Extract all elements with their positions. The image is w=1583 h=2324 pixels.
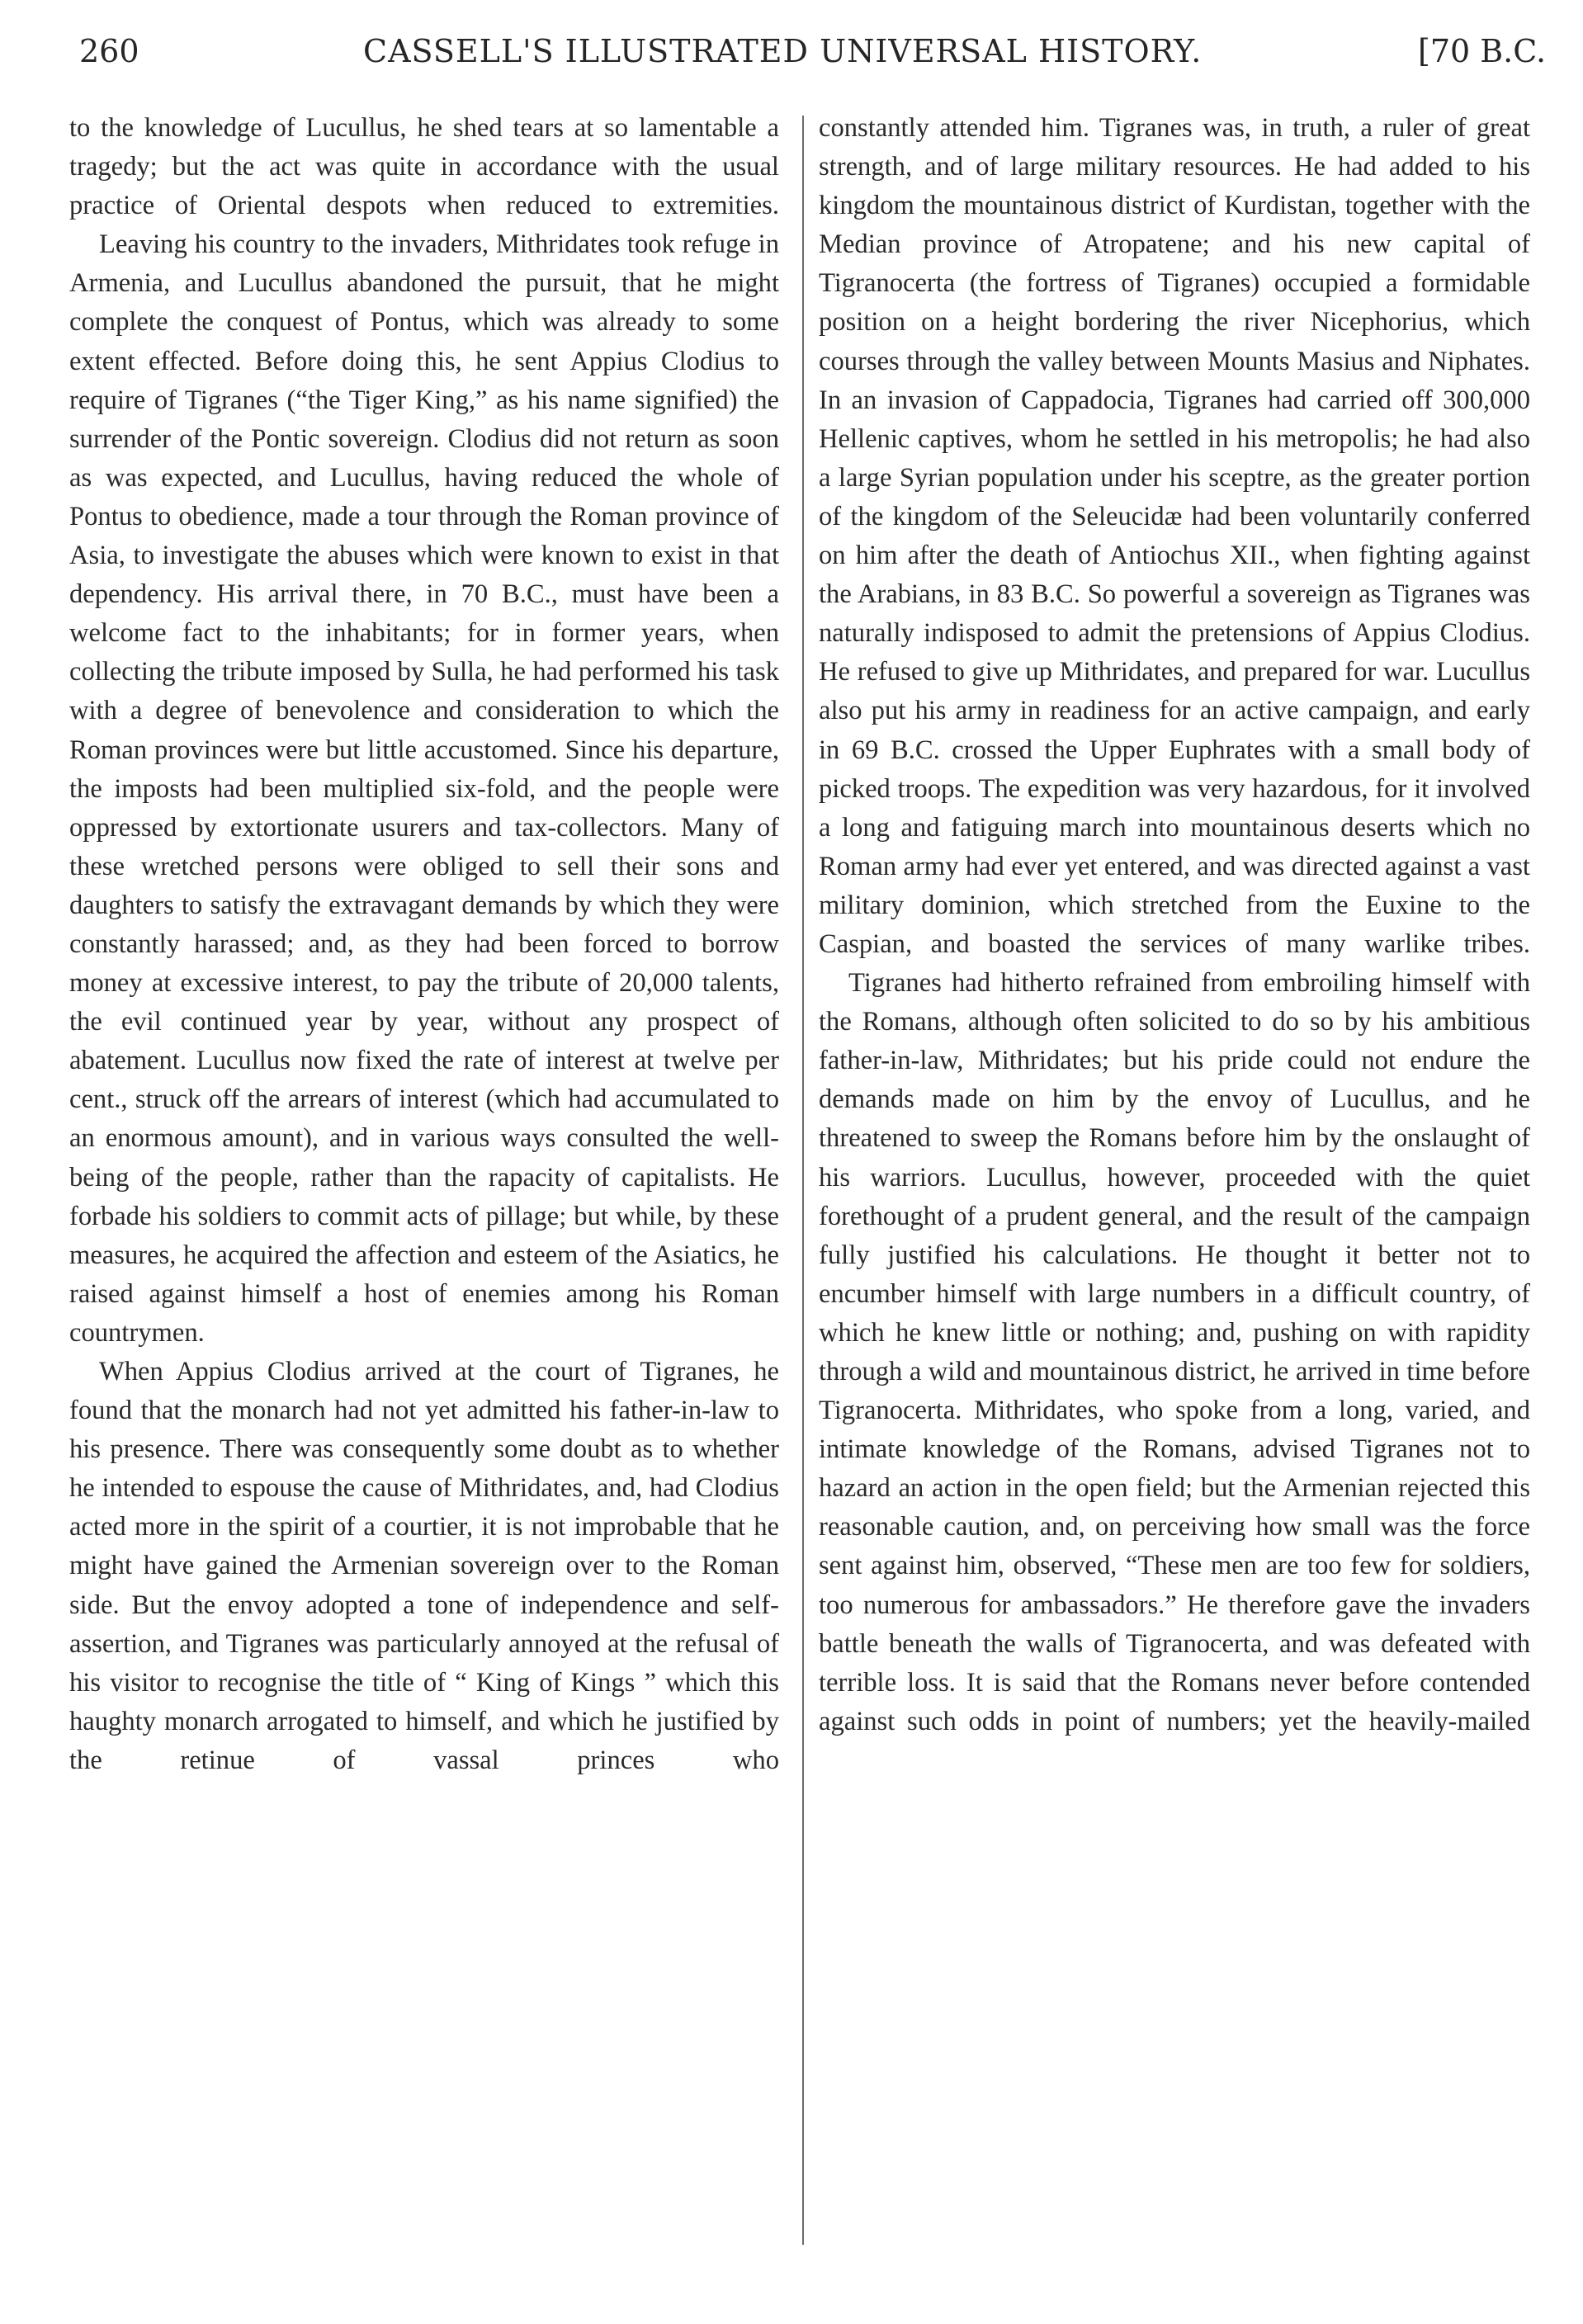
running-header <box>0 25 1583 83</box>
left-paragraph-3: When Appius Clodius arrived at the court of Tigranes, he found that the monarch had not yet admitted his father-in-law to his presence. There was consequently some doubt as to whether he intended to espouse the cause of Mithridates, and, had Clodius acted more in the spirit of a courtier, it is not improbable that he might have gained the Armenian sovereign over to the Roman side. But the envoy adopted a tone of independence and self-assertion, and Tigranes was particularly annoyed at the refusal of his visitor to recognise the title of “ King of Kings ” which this haughty monarch arrogated to himself, and which he justified by the retinue of vassal princes who <box>69 1357 779 1775</box>
running-title: CASSELL'S ILLUSTRATED UNIVERSAL HISTORY. <box>363 33 1203 69</box>
header-date: [70 B.C. <box>1418 33 1547 69</box>
column-divider <box>802 116 804 2245</box>
right-column <box>819 109 1530 1741</box>
left-paragraph-2: Leaving his country to the invaders, Mithridates took refuge in Armenia, and Lucullus abandoned the pursuit, that he might complete the conquest of Pontus, which was already to some extent effected. Before doing this, he sent Appius Clodius to require of Tigranes (“the Tiger King,” as his name signified) the surrender of the Pontic sovereign. Clodius did not return as soon as was expected, and Lucullus, having reduced the whole of Pontus to obedience, made a tour through the Roman province of Asia, to investigate the abuses which were known to exist in that dependency. His arrival there, in 70 B.C., must have been a welcome fact to the inhabitants; for in former years, when collecting the tribute imposed by Sulla, he had performed his task with a degree of benevolence and consideration to which the Roman provinces were but little accustomed. Since his departure, the imposts had been multiplied six-fold, and the people were oppressed by extortionate usurers and tax-collectors. Many of these wretched persons were obliged to sell their sons and daughters to satisfy the extravagant demands by which they were constantly harassed; and, as they had been forced to borrow money at excessive interest, to pay the tribute of 20,000 talents, the evil continued year by year, without any prospect of abatement. Lucullus now fixed the rate of interest at twelve per cent., struck off the arrears of interest (which had accumulated to an enormous amount), and in various ways consulted the well-being of the people, rather than the rapacity of capitalists. He forbade his soldiers to commit acts of pillage; but while, by these measures, he acquired the affection and esteem of the Asiatics, he raised against himself a host of enemies among his Roman countrymen. <box>69 229 779 1348</box>
left-paragraph-1: to the knowledge of Lucullus, he shed tears at so lamentable a tragedy; but the act was quite in accordance with the usual practice of Oriental despots when reduced to extremities. <box>69 113 779 221</box>
right-paragraph-2: Tigranes had hitherto refrained from embroiling himself with the Romans, although often solicited to do so by his ambitious father-in-law, Mithridates; but his pride could not endure the demands made on him by the envoy of Lucullus, and he threatened to sweep the Romans before him by the onslaught of his warriors. Lucullus, however, proceeded with the quiet forethought of a prudent general, and the result of the campaign fully justified his calculations. He thought it better not to encumber himself with large numbers in a difficult country, of which he knew little or nothing; and, pushing on with rapidity through a wild and mountainous district, he arrived in time before Tigranocerta. Mithridates, who spoke from a long, varied, and intimate knowledge of the Romans, advised Tigranes not to hazard an action in the open field; but the Armenian rejected this reasonable caution, and, on perceiving how small was the force sent against him, observed, “These men are too few for soldiers, too numerous for ambassadors.” He therefore gave the invaders battle beneath the walls of Tigranocerta, and was defeated with terrible loss. It is said that the Romans never before contended against such odds in point of numbers; yet the heavily-mailed <box>819 968 1530 1736</box>
page-number: 260 <box>79 33 139 69</box>
left-column <box>69 109 779 1780</box>
right-paragraph-1: constantly attended him. Tigranes was, in truth, a ruler of great strength, and of large military resources. He had added to his kingdom the mountainous district of Kurdistan, together with the Median province of Atropatene; and his new capital of Tigranocerta (the fortress of Tigranes) occupied a formidable position on a height bordering the river Nicephorius, which courses through the valley between Mounts Masius and Niphates. In an invasion of Cappadocia, Tigranes had carried off 300,000 Hellenic captives, whom he settled in his metropolis; he had also a large Syrian population under his sceptre, as the greater portion of the kingdom of the Seleucidæ had been voluntarily conferred on him after the death of Antiochus XII., when fighting against the Arabians, in 83 B.C. So powerful a sovereign as Tigranes was naturally indisposed to admit the pretensions of Appius Clodius. He refused to give up Mithridates, and prepared for war. Lucullus also put his army in readiness for an active campaign, and early in 69 B.C. crossed the Upper Euphrates with a small body of picked troops. The expedition was very hazardous, for it involved a long and fatiguing march into mountainous deserts which no Roman army had ever yet entered, and was directed against a vast military dominion, which stretched from the Euxine to the Caspian, and boasted the services of many warlike tribes. <box>819 113 1530 959</box>
